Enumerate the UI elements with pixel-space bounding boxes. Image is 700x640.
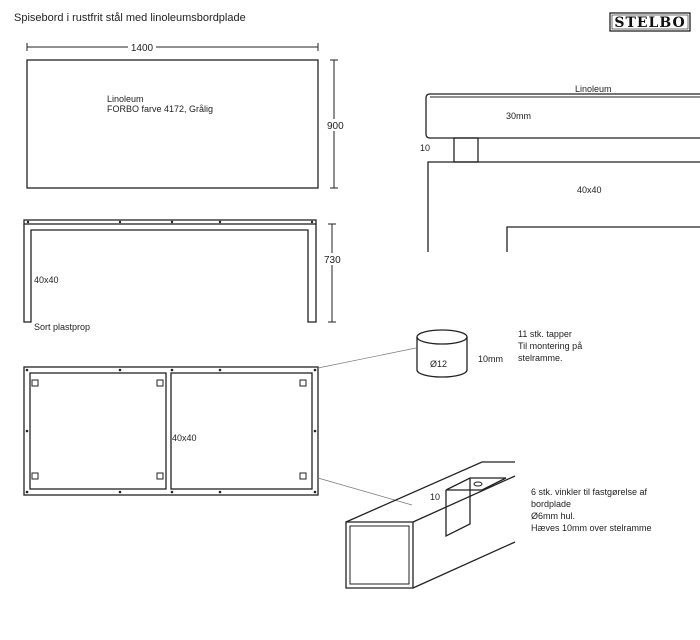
tabletop-rectangle (27, 60, 318, 188)
top-view (27, 40, 344, 188)
stelbo-logo (610, 13, 690, 31)
corner-brackets (32, 380, 306, 479)
bracket-note-2: bordplade (531, 499, 572, 509)
width-dimension: 1400 (130, 43, 154, 54)
detail-spacer-label: 10 (420, 143, 431, 153)
bracket-detail (318, 462, 652, 588)
material-label: Linoleum (107, 94, 144, 104)
plug-note-2: Til montering på (518, 341, 583, 351)
plug-detail (318, 329, 582, 377)
bracket-note-1: 6 stk. vinkler til fastgørelse af (531, 487, 648, 497)
drawing-title: Spisebord i rustfrit stål med linoleumsbordplade (14, 12, 246, 24)
bracket-note-4: Hæves 10mm over stelramme (531, 523, 652, 533)
frame-panel-left (30, 373, 166, 489)
bracket-note-3: Ø6mm hul. (531, 511, 576, 521)
plug-height: 10mm (478, 354, 504, 364)
detail-top-label: Linoleum (575, 84, 612, 94)
height-dimension: 730 (324, 255, 341, 266)
svg-text:STELBO: STELBO (614, 15, 686, 31)
plug-note-1: 11 stk. tapper (518, 329, 572, 339)
depth-dimension: 900 (327, 121, 344, 132)
detail-profile-label: 40x40 (577, 185, 602, 195)
leg-profile-label: 40x40 (34, 275, 59, 285)
plug-diameter: Ø12 (430, 359, 448, 369)
frame-profile-label: 40x40 (172, 433, 197, 443)
section-detail (420, 84, 700, 252)
plug-note-3: stelramme. (518, 353, 563, 363)
side-frame (24, 224, 316, 322)
foot-label: Sort plastprop (34, 322, 91, 332)
spacer-block (454, 138, 478, 162)
side-tabletop (24, 220, 316, 224)
detail-thickness: 30mm (506, 111, 532, 121)
frame-view (24, 367, 318, 495)
material-color: FORBO farve 4172, Grålig (107, 104, 214, 114)
frame-panel-right (171, 373, 312, 489)
bracket-offset: 10 (430, 492, 441, 502)
side-view (24, 220, 343, 332)
